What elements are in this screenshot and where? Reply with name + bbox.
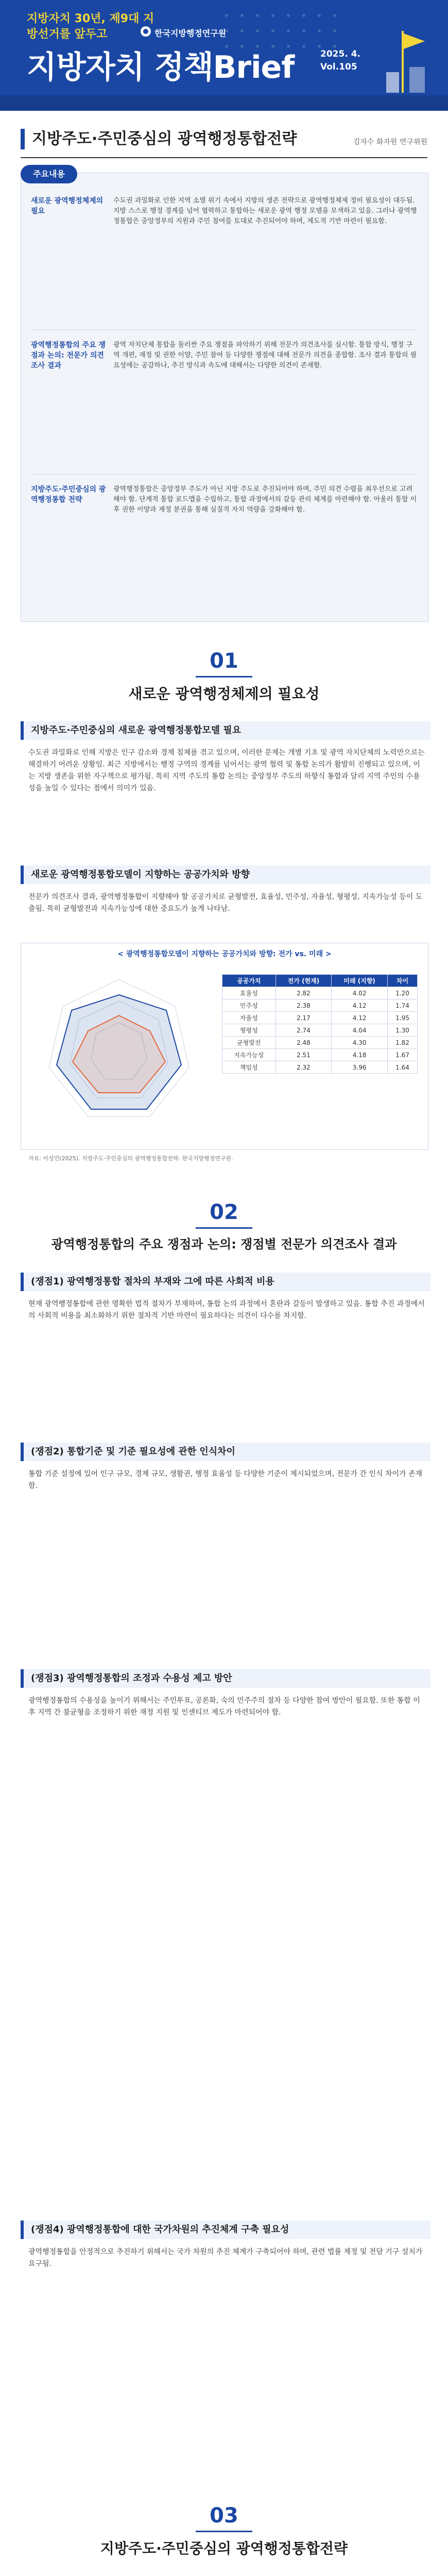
- subsection-heading: [21, 721, 430, 740]
- table-cell: 2.17: [275, 1012, 332, 1024]
- table-cell: 4.18: [332, 1049, 388, 1061]
- table-header: 전가 (현재): [275, 975, 332, 987]
- table-cell: 효율성: [222, 987, 276, 999]
- header-banner: [0, 0, 448, 111]
- table-cell: 2.74: [275, 1024, 332, 1037]
- title-accent-bar: [21, 129, 25, 149]
- summary-body: 광역행정통합은 중앙정부 주도가 아닌 지방 주도로 추진되어야 하며, 주민 의견 수렴을 최우선으로 고려해야 함. 단계적 통합 로드맵을 수립하고, 통합 과정에서의 갈등 관리 체계를 마련해야 함. 아울러 통합 이후 권한 이양과 재정 분권을 통해 실질적 자치 역량을 강화해야 함.: [113, 485, 417, 514]
- table-cell: 1.74: [388, 999, 418, 1012]
- subsection-title: (쟁점2) 통합기준 및 기준 필요성에 관한 인식차이: [31, 1446, 235, 1457]
- subsection-title: (쟁점4) 광역행정통합에 대한 국가차원의 추진체계 구축 필요성: [31, 2224, 289, 2235]
- org-logo-icon: [140, 26, 151, 37]
- table-cell: 4.04: [332, 1024, 388, 1037]
- summary-row: [31, 484, 417, 613]
- flag-decoration-icon: [381, 31, 427, 93]
- table-cell: 4.02: [332, 987, 388, 999]
- figure-box: [21, 943, 428, 1150]
- table-row: [222, 999, 418, 1012]
- section-title: 광역행정통합의 주요 쟁점과 논의: 쟁점별 전문가 의견조사 결과: [51, 1237, 397, 1251]
- header-title: 지방자치 정책Brief: [27, 49, 295, 86]
- header-org: 한국지방행정연구원: [154, 28, 227, 38]
- table-cell: 2.38: [275, 999, 332, 1012]
- table-header: 공공가치: [222, 975, 276, 987]
- header-stripe: [0, 95, 448, 111]
- table-cell: 균형발전: [222, 1037, 276, 1049]
- table-header: 차이: [388, 975, 418, 987]
- section-number: 01: [210, 649, 238, 673]
- figure-table: [222, 974, 418, 1074]
- table-cell: 책임성: [222, 1061, 276, 1074]
- section-number: 03: [210, 2504, 238, 2528]
- table-cell: 1.67: [388, 1049, 418, 1061]
- header-date: 2025. 4.: [320, 49, 360, 59]
- summary-row: [31, 196, 417, 325]
- table-cell: 민주성: [222, 999, 276, 1012]
- table-cell: 4.12: [332, 999, 388, 1012]
- figure-note: 자료: 이성민(2025). 지방주도·주민중심의 광역행정통합전략. 한국지방행정연구원.: [28, 1155, 233, 1162]
- summary-body: 광역 자치단체 통합을 둘러싼 주요 쟁점을 파악하기 위해 전문가 의견조사를 실시함. 통합 방식, 행정 구역 개편, 재정 및 권한 이양, 주민 참여 등 다양한 쟁점에 대해 전문가 의견을 종합함. 조사 결과 통합의 필요성에는 공감하나, 추진 방식과 속도에 대해서는 다양한 의견이 존재함.: [113, 341, 417, 369]
- paragraph: 현재 광역행정통합에 관한 명확한 법적 절차가 부재하여, 통합 논의 과정에서 혼란과 갈등이 발생하고 있음. 통합 추진 과정에서의 사회적 비용을 최소화하기 위한 절차적 기반 마련이 필요하다는 의견이 다수를 차지함.: [28, 1300, 425, 1320]
- article-title: 지방주도·주민중심의 광역행정통합전략: [32, 130, 297, 148]
- summary-row: [31, 340, 417, 469]
- subsection-heading: [21, 866, 430, 884]
- subsection-title: 새로운 광역행정통합모델이 지향하는 공공가치와 방향: [31, 869, 250, 880]
- table-cell: 4.30: [332, 1037, 388, 1049]
- table-cell: 4.12: [332, 1012, 388, 1024]
- table-cell: 1.95: [388, 1012, 418, 1024]
- title-rule: [21, 157, 427, 158]
- table-row: [222, 987, 418, 999]
- table-row: [222, 1061, 418, 1074]
- header-tagline: 지방자치 30년, 제9대 지방선거를 앞두고: [27, 12, 154, 41]
- radar-chart: [31, 964, 206, 1139]
- table-row: [222, 1024, 418, 1037]
- subsection-title: (쟁점1) 광역행정통합 절차의 부재와 그에 따른 사회적 비용: [31, 1276, 274, 1287]
- summary-head: 새로운 광역행정체제의 필요: [31, 197, 104, 215]
- section-title: 새로운 광역행정체제의 필요성: [128, 685, 320, 702]
- summary-body: 수도권 과밀화로 인한 지역 소멸 위기 속에서 지방의 생존 전략으로 광역행정체제 정비 필요성이 대두됨. 지방 스스로 행정 경계를 넘어 협력하고 통합하는 새로운 광역 행정 모델을 모색하고 있음. 그러나 광역행정통합은 중앙정부의 지원과 주민 참여를 토대로 추진되어야 하며, 제도적 기반 마련이 필요함.: [113, 197, 417, 225]
- table-row: [222, 1037, 418, 1049]
- section-number: 02: [210, 1200, 238, 1224]
- section-line: [196, 676, 252, 677]
- table-cell: 2.51: [275, 1049, 332, 1061]
- paragraph: 광역행정통합의 수용성을 높이기 위해서는 주민투표, 공론화, 숙의 민주주의 절차 등 다양한 참여 방안이 필요함. 또한 통합 이후 지역 간 불균형을 조정하기 위한 재정 지원 및 인센티브 제도가 마련되어야 함.: [28, 1697, 420, 1717]
- summary-head: 광역행정통합의 주요 쟁점과 논의: 전문가 의견조사 결과: [31, 341, 106, 370]
- subsection-heading: [21, 1273, 430, 1291]
- summary-tab: 주요내용: [21, 165, 77, 183]
- table-cell: 3.96: [332, 1061, 388, 1074]
- header-issue: Vol.105: [320, 62, 357, 72]
- paragraph: 수도권 과밀화로 인해 지방은 인구 감소와 경제 침체를 겪고 있으며, 이러한 문제는 개별 기초 및 광역 자치단체의 노력만으로는 해결하기 어려운 상황임. 최근 지방에서는 행정 구역의 경계를 넘어서는 광역 협력 및 통합 논의가 활발히 진행되고 있으며, 이는 지방 생존을 위한 자구책으로 평가됨. 특히 지역 주도의 통합 논의는 중앙정부 주도의 하향식 통합과 달리 지역 주민의 수용성을 높일 수 있다는 점에서 의미가 있음.: [28, 749, 425, 792]
- paragraph: 전문가 의견조사 결과, 광역행정통합이 지향해야 할 공공가치로 균형발전, 효율성, 민주성, 자율성, 형평성, 지속가능성 등이 도출됨. 특히 균형발전과 지속가능성에 대한 중요도가 높게 나타남.: [28, 893, 423, 913]
- section-line: [196, 1227, 252, 1229]
- section-title: 지방주도·주민중심의 광역행정통합전략: [100, 2540, 348, 2557]
- paragraph: 광역행정통합을 안정적으로 추진하기 위해서는 국가 차원의 추진 체계가 구축되어야 하며, 관련 법률 제정 및 전담 기구 설치가 요구됨.: [28, 2248, 423, 2268]
- table-cell: 1.64: [388, 1061, 418, 1074]
- table-cell: 2.82: [275, 987, 332, 999]
- table-cell: 1.20: [388, 987, 418, 999]
- subsection-heading: [21, 2221, 430, 2239]
- subsection-heading: [21, 1443, 430, 1461]
- author: 김자수 화자원 연구위원: [353, 138, 427, 146]
- paragraph: 통합 기준 설정에 있어 인구 규모, 경제 규모, 생활권, 행정 효율성 등 다양한 기준이 제시되었으며, 전문가 간 인식 차이가 존재함.: [28, 1470, 423, 1490]
- table-cell: 형평성: [222, 1024, 276, 1037]
- section-line: [196, 2531, 252, 2532]
- subsection-heading: [21, 1669, 430, 1688]
- table-row: [222, 1049, 418, 1061]
- summary-head: 지방주도·주민중심의 광역행정통합 전략: [31, 485, 106, 504]
- subsection-title: (쟁점3) 광역행정통합의 조정과 수용성 제고 방안: [31, 1673, 232, 1684]
- table-row: [222, 1012, 418, 1024]
- table-cell: 자율성: [222, 1012, 276, 1024]
- figure-title: < 광역행정통합모델이 지향하는 공공가치와 방향: 전가 vs. 미래 >: [117, 950, 332, 958]
- table-cell: 지속가능성: [222, 1049, 276, 1061]
- table-header: 미래 (지향): [332, 975, 388, 987]
- subsection-title: 지방주도·주민중심의 새로운 광역행정통합모델 필요: [31, 725, 242, 736]
- table-cell: 1.82: [388, 1037, 418, 1049]
- table-cell: 1.30: [388, 1024, 418, 1037]
- table-cell: 2.48: [275, 1037, 332, 1049]
- table-cell: 2.32: [275, 1061, 332, 1074]
